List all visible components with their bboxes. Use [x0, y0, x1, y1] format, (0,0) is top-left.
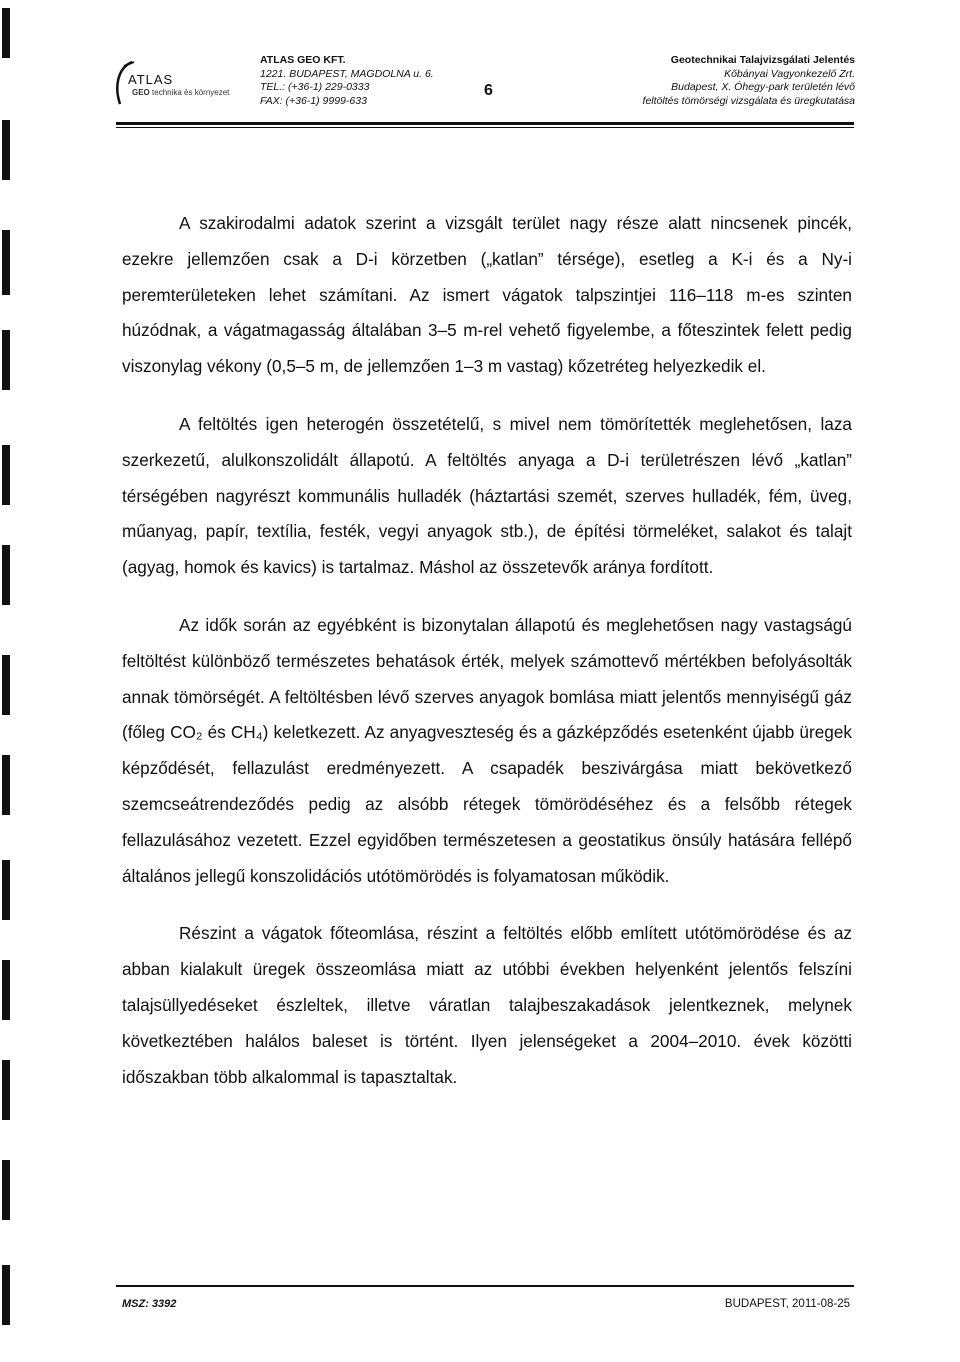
binding-mark — [2, 330, 10, 390]
paragraph: Részint a vágatok főteomlása, részint a feltöltés előbb említett utótömörödése és az abban kialakult üregek összeomlása miatt az utóbbi években helyenként jelentős felszíni talajsüllyedéseket észleltek, illetve váratlan talajbeszakadások jelentkeznek, melynek következtében halálos baleset is történt. Ilyen jelenségeket a 2004–2010. évek közötti időszakban több alkalommal is tapasztaltak. — [122, 923, 852, 1087]
report-client: Kőbányai Vagyonkezelő Zrt. — [724, 67, 855, 80]
footer-msz: MSZ: 3392 — [122, 1298, 177, 1310]
binding-mark — [2, 1060, 10, 1120]
logo-subtext: GEO technika és környezet — [132, 88, 230, 97]
logo-text: ATLAS — [128, 72, 174, 87]
binding-mark — [2, 230, 10, 295]
binding-mark — [2, 755, 10, 815]
header-rule — [116, 122, 854, 125]
company-info — [260, 54, 434, 108]
company-logo — [110, 56, 260, 116]
paragraph: A feltöltés igen heterogén összetételű, s mivel nem tömörítették meglehetősen, laza szerkezetű, alulkonszolidált állapotú. A feltöltés anyaga a D-i területrészen lévő „katlan” térségében nagyrészt kommunális hulladék (háztartási szemét, szerves hulladék, fém, üveg, műanyag, papír, textília, festék, vegyi anyagok stb.), de építési törmeléket, salakot és talajt (agyag, homok és kavics) is tartalmaz. Máshol az összetevők aránya fordított. — [122, 413, 852, 578]
binding-mark — [2, 1265, 10, 1325]
binding-mark — [2, 1160, 10, 1220]
binding-mark — [2, 545, 10, 605]
binding-mark — [2, 655, 10, 715]
page-number: 6 — [484, 82, 493, 99]
report-info — [643, 54, 855, 108]
report-subject: feltöltés tömörségi vizsgálata és üregkutatása — [642, 94, 855, 107]
company-address: 1221. BUDAPEST, MAGDOLNA u. 6. — [260, 67, 434, 80]
page-header — [110, 50, 855, 120]
footer-rule — [116, 1285, 854, 1287]
footer-place-date: BUDAPEST, 2011-08-25 — [724, 1298, 850, 1310]
binding-mark — [2, 445, 10, 505]
paragraph: A szakirodalmi adatok szerint a vizsgált terület nagy része alatt nincsenek pincék, ezekre jellemzően csak a D-i körzetben („katlan” térsége), esetleg a K-i és a Ny-i peremterületeken lehet számítani. Az ismert vágatok talpszintjei 116–118 m-es szinten húzódnak, a vágatmagasság általában 3–5 m-rel vehető figyelembe, a főteszintek felett pedig viszonylag vékony (0,5–5 m, de jellemzően 1–3 m vastag) kőzetréteg helyezkedik el. — [122, 213, 852, 377]
binding-mark — [2, 120, 10, 180]
binding-mark — [2, 8, 10, 58]
company-fax: FAX: (+36-1) 9999-633 — [260, 94, 367, 107]
document-body — [122, 206, 852, 1117]
company-name: ATLAS GEO KFT. — [260, 54, 346, 66]
report-title: Geotechnikai Talajvizsgálati Jelentés — [670, 54, 855, 66]
header-rule-thin — [116, 127, 854, 128]
report-location: Budapest, X. Óhegy-park területén lévő — [671, 81, 855, 93]
paragraph: Az idők során az egyébként is bizonytalan állapotú és meglehetősen nagy vastagságú feltöltést különböző természetes behatások érték, melyek számottevő mértékben befolyásolták annak tömörségét. A feltöltésben lévő szerves anyagok bomlása miatt jelentős mennyiségű gáz (főleg CO₂ és CH₄) keletkezett. Az anyagveszteség és a gázképződés esetenként újabb üregek képződését, fellazulást eredményezett. A csapadék beszivárgása miatt bekövetkező szemcseátrendeződés pedig az alsóbb rétegek tömörödéséhez és a felsőbb rétegek fellazulásához vezetett. Ezzel egyidőben természetesen a geostatikus önsúly hatására fellépő általános jellegű konszolidációs utótömörödés is folyamatosan működik. — [122, 614, 852, 886]
binding-mark — [2, 960, 10, 1020]
company-tel: TEL.: (+36-1) 229-0333 — [260, 81, 370, 93]
binding-mark — [2, 860, 10, 920]
